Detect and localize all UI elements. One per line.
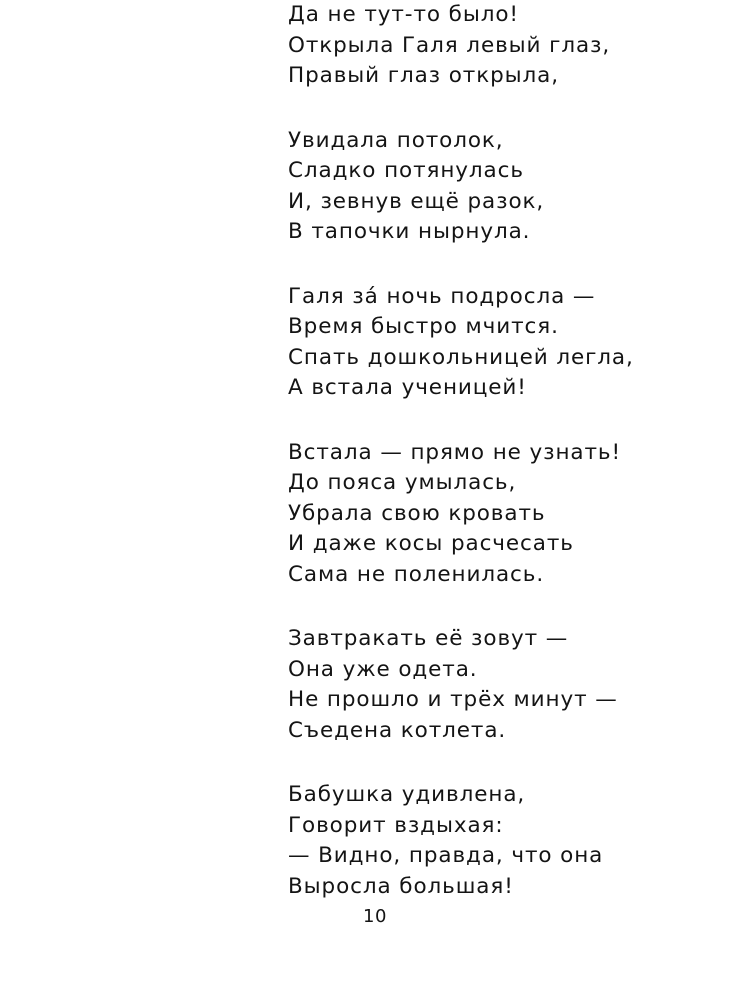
poem-line: До пояса умылась, (288, 470, 517, 495)
poem-line: В тапочки нырнула. (288, 219, 531, 244)
poem-line: Завтракать её зовут — (288, 626, 569, 651)
poem-line: А встала ученицей! (288, 375, 527, 400)
poem-body (288, 0, 718, 936)
poem-line: Галя за́ ночь подросла — (288, 283, 596, 309)
poem-line: Да не тут-то было! (288, 2, 519, 27)
poem-line: Сладко потянулась (288, 158, 524, 183)
poem-stanza (288, 780, 718, 902)
poem-line: Выросла большая! (288, 873, 514, 899)
poem-line: — Видно, правда, что она (288, 843, 604, 868)
poem-line: Не прошло и трёх минут — (288, 687, 618, 712)
poem-line: Убрала свою кровать (288, 500, 546, 526)
poem-stanza (288, 282, 718, 404)
poem-line: Время быстро мчится. (288, 314, 559, 339)
poem-line: Встала — прямо не узнать! (288, 439, 622, 465)
poem-line: И даже косы расчесать (288, 531, 574, 556)
poem-line: Спать дошкольницей легла, (288, 344, 634, 370)
poem-line: И, зевнув ещё разок, (288, 188, 545, 214)
poem-stanza (288, 438, 718, 591)
poem-line: Бабушка удивлена, (288, 782, 526, 807)
poem-stanza (288, 126, 718, 248)
poem-line: Сама не поленилась. (288, 561, 545, 587)
poem-stanza (288, 0, 718, 92)
page-number: 10 (363, 906, 387, 927)
poem-line: Увидала потолок, (288, 127, 504, 153)
poem-line: Открыла Галя левый глаз, (288, 32, 611, 58)
poem-line: Говорит вздыхая: (288, 812, 504, 838)
poem-line: Правый глаз открыла, (288, 63, 559, 88)
poem-stanza (288, 624, 718, 746)
poem-line: Съедена котлета. (288, 717, 507, 743)
poem-line: Она уже одета. (288, 656, 478, 682)
